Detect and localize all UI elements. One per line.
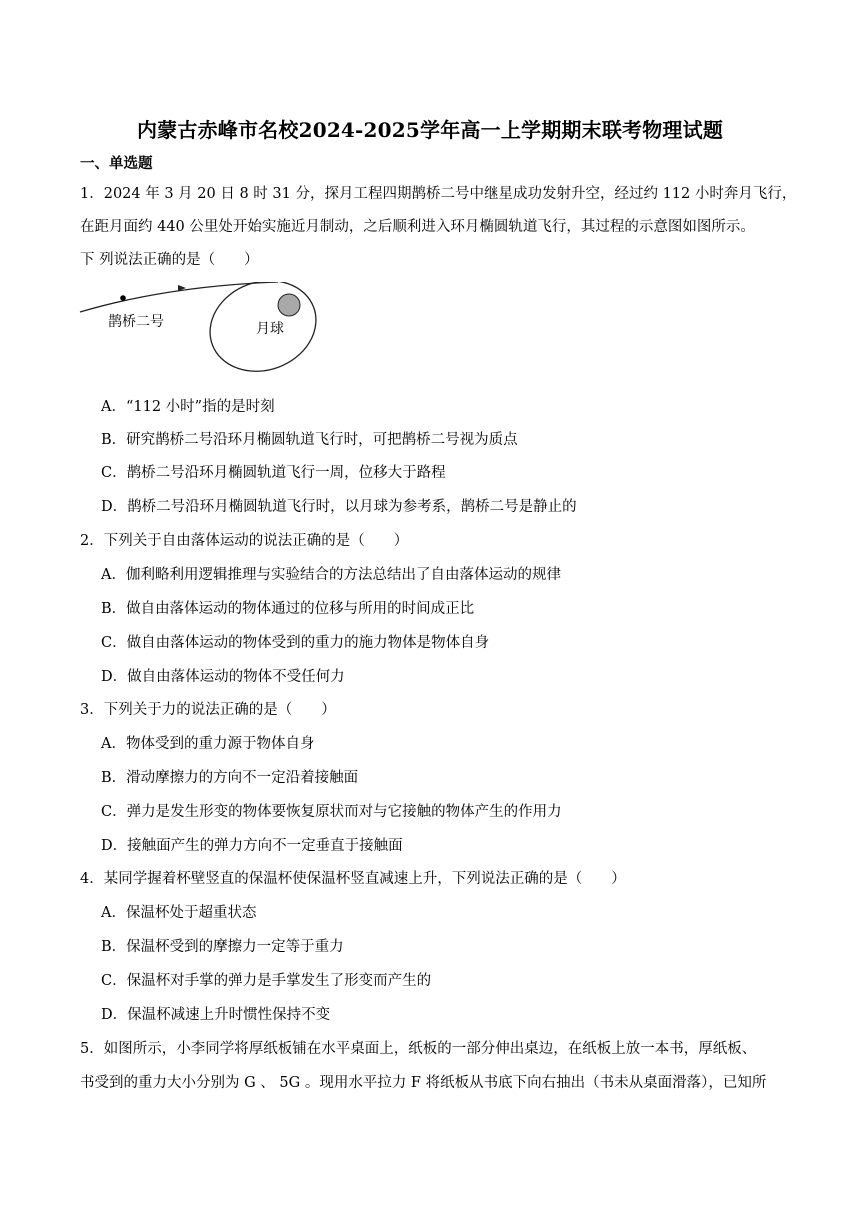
page-title: 内蒙古赤峰市名校2024-2025学年高一上学期期末联考物理试题 <box>136 118 724 142</box>
question-2-option-b: B．做自由落体运动的物体通过的位移与所用的时间成正比 <box>101 601 475 617</box>
question-4-stem: 4．某同学握着杯壁竖直的保温杯使保温杯竖直减速上升，下列说法正确的是（ ） <box>80 871 626 887</box>
question-2-option-d: D．做自由落体运动的物体不受任何力 <box>101 669 345 685</box>
moon-circle <box>278 294 300 316</box>
question-3-option-c: C．弹力是发生形变的物体要恢复原状而对与它接触的物体产生的作用力 <box>101 804 562 820</box>
question-3-option-b: B．滑动摩擦力的方向不一定沿着接触面 <box>101 770 359 786</box>
question-1-option-d: D．鹊桥二号沿环月椭圆轨道飞行时，以月球为参考系，鹊桥二号是静止的 <box>101 499 577 515</box>
question-1-line-2: 在距月面约 440 公里处开始实施近月制动，之后顺利进入环月椭圆轨道飞行，其过程的示意图如图所示。 <box>80 219 755 235</box>
question-1-option-b: B．研究鹊桥二号沿环月椭圆轨道飞行时，可把鹊桥二号视为质点 <box>101 432 518 448</box>
question-2-option-c: C．做自由落体运动的物体受到的重力的施力物体是物体自身 <box>101 635 490 651</box>
question-5-line-1: 5．如图所示，小李同学将厚纸板铺在水平桌面上，纸板的一部分伸出桌边，在纸板上放一本书，厚纸板、 <box>80 1041 757 1057</box>
question-1-line-3: 下 列说法正确的是（ ） <box>80 252 259 268</box>
probe-dot <box>120 295 126 301</box>
question-4-option-b: B．保温杯受到的摩擦力一定等于重力 <box>101 939 344 955</box>
question-2-stem: 2．下列关于自由落体运动的说法正确的是（ ） <box>80 533 409 549</box>
question-1-option-c: C．鹊桥二号沿环月椭圆轨道飞行一周，位移大于路程 <box>101 465 446 481</box>
moon-label: 月球 <box>256 321 284 337</box>
question-5-line-2: 书受到的重力大小分别为 G 、 5G 。现用水平拉力 F 将纸板从书底下向右抽出（书未从桌面滑落），已知所 <box>80 1075 767 1091</box>
question-3-option-a: A．物体受到的重力源于物体自身 <box>101 736 315 752</box>
question-1-option-a: A．“112 小时”指的是时刻 <box>101 399 275 415</box>
question-2-option-a: A．伽利略利用逻辑推理与实验结合的方法总结出了自由落体运动的规律 <box>101 567 561 583</box>
question-3-stem: 3．下列关于力的说法正确的是（ ） <box>80 702 336 718</box>
probe-label: 鹊桥二号 <box>108 314 164 330</box>
question-4-option-d: D．保温杯减速上升时惯性保持不变 <box>101 1007 331 1023</box>
question-4-option-c: C．保温杯对手掌的弹力是手掌发生了形变而产生的 <box>101 973 432 989</box>
moon-orbit-diagram <box>78 282 328 372</box>
question-4-option-a: A．保温杯处于超重状态 <box>101 905 257 921</box>
section-heading: 一、单选题 <box>80 155 153 172</box>
question-1-line-1: 1．2024 年 3 月 20 日 8 时 31 分，探月工程四期鹊桥二号中继星成功发射升空，经过约 112 小时奔月飞行， <box>80 186 797 202</box>
question-3-option-d: D．接触面产生的弹力方向不一定垂直于接触面 <box>101 838 403 854</box>
